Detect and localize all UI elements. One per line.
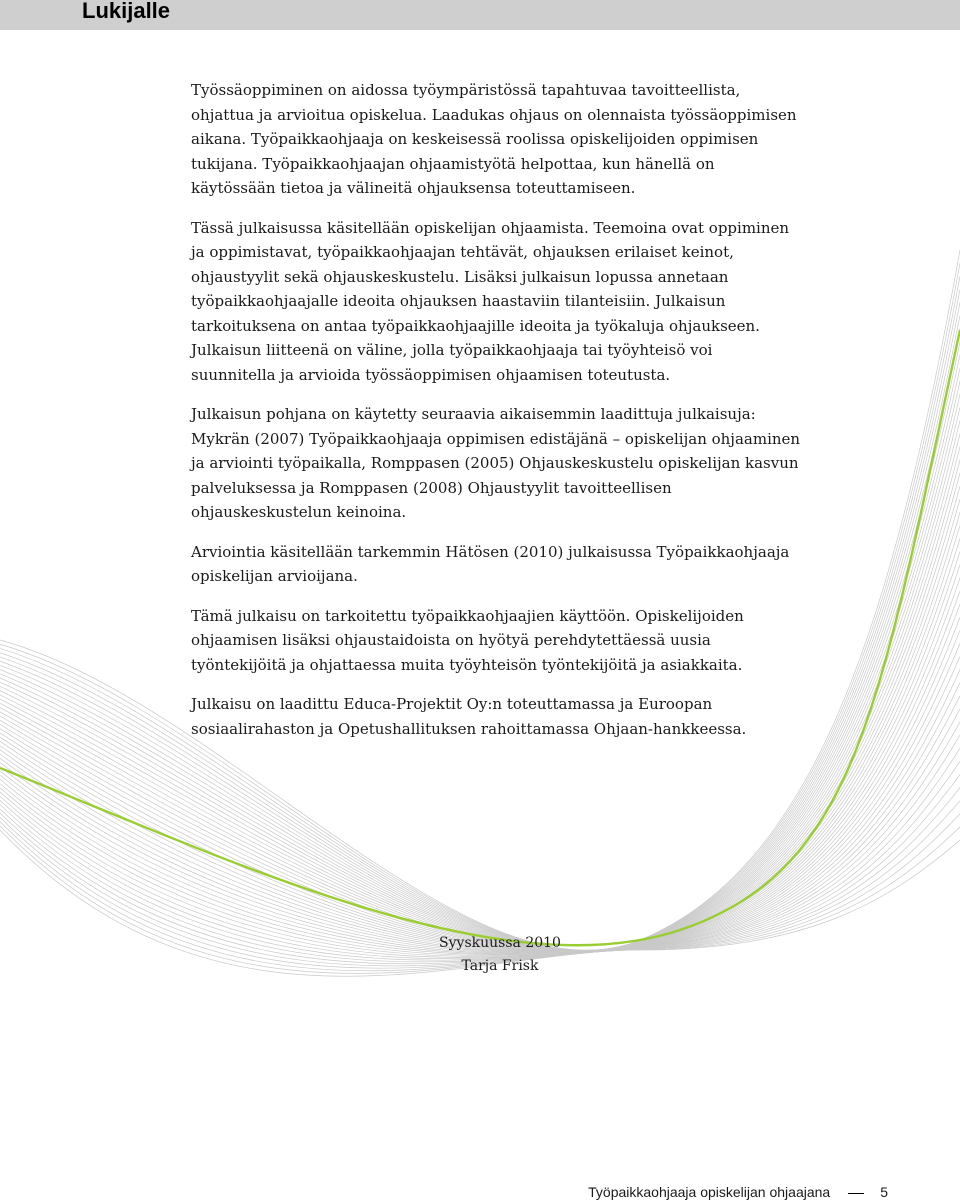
footer-publication-title: Työpaikkaohjaaja opiskelijan ohjaajana (588, 1184, 831, 1200)
signature-author: Tarja Frisk (461, 958, 539, 974)
page-number: 5 (880, 1184, 888, 1200)
page-title: Lukijalle (82, 0, 171, 23)
signature-date: Syyskuussa 2010 (439, 935, 561, 951)
paragraph-sources: Julkaisun pohjana on käytetty seuraavia aikaisemmin laadittuja julkaisuja: Mykrän (2007) Työpaikkaohjaaja oppimisen edistäjänä – opiskelijan ohjaaminen ja arviointi työpaikalla, Romppasen (2005) Ohjauskeskustelu opiskelijan kasvun palveluksessa ja Romppasen (2008) Ohjaustyylit tavoitteellisen ohjauskeskustelun keinoina. (191, 405, 801, 521)
paragraph-themes: Tässä julkaisussa käsitellään opiskelijan ohjaamista. Teemoina ovat oppiminen ja oppimistavat, työpaikkaohjaajan tehtävät, ohjauksen erilaiset keinot, ohjaustyylit sekä ohjauskeskustelu. Lisäksi julkaisun lopussa annetaan työpaikkaohjaajalle ideoita ohjauksen haastaviin tilanteisiin. Julkaisun tarkoituksena on antaa työpaikkaohjaajille ideoita ja työkaluja ohjaukseen. Julkaisun liitteenä on väline, jolla työpaikkaohjaaja tai työyhteisö voi suunnitella ja arvioida työssäoppimisen ohjaamisen toteutusta. (191, 218, 790, 384)
paragraph-intro: Työssäoppiminen on aidossa työympäristössä tapahtuvaa tavoitteellista, ohjattua ja arvioitua opiskelua. Laadukas ohjaus on olennaista työssäoppimisen aikana. Työpaikkaohjaaja on keskeisessä roolissa opiskelijoiden oppimisen tukijana. Työpaikkaohjaajan ohjaamistyötä helpottaa, kun hänellä on käytössään tietoa ja välineitä ohjauksensa toteuttamiseen. (191, 81, 797, 197)
signature-block (380, 932, 620, 978)
paragraph-assessment: Arviointia käsitellään tarkemmin Hätösen (2010) julkaisussa Työpaikkaohjaaja opiskelijan arvioijana. (191, 542, 790, 585)
page-footer (588, 1184, 888, 1200)
body-text (191, 78, 801, 756)
footer-dash (848, 1193, 864, 1194)
paragraph-funding: Julkaisu on laadittu Educa-Projektit Oy:n toteuttamassa ja Euroopan sosiaalirahaston ja Opetushallituksen rahoittamassa Ohjaan-hankkeessa. (191, 695, 747, 738)
paragraph-audience: Tämä julkaisu on tarkoitettu työpaikkaohjaajien käyttöön. Opiskelijoiden ohjaamisen lisäksi ohjaustaidoista on hyötyä perehdytettäessä uusia työntekijöitä ja ohjattaessa muita työyhteisön työntekijöitä ja asiakkaita. (191, 606, 744, 674)
